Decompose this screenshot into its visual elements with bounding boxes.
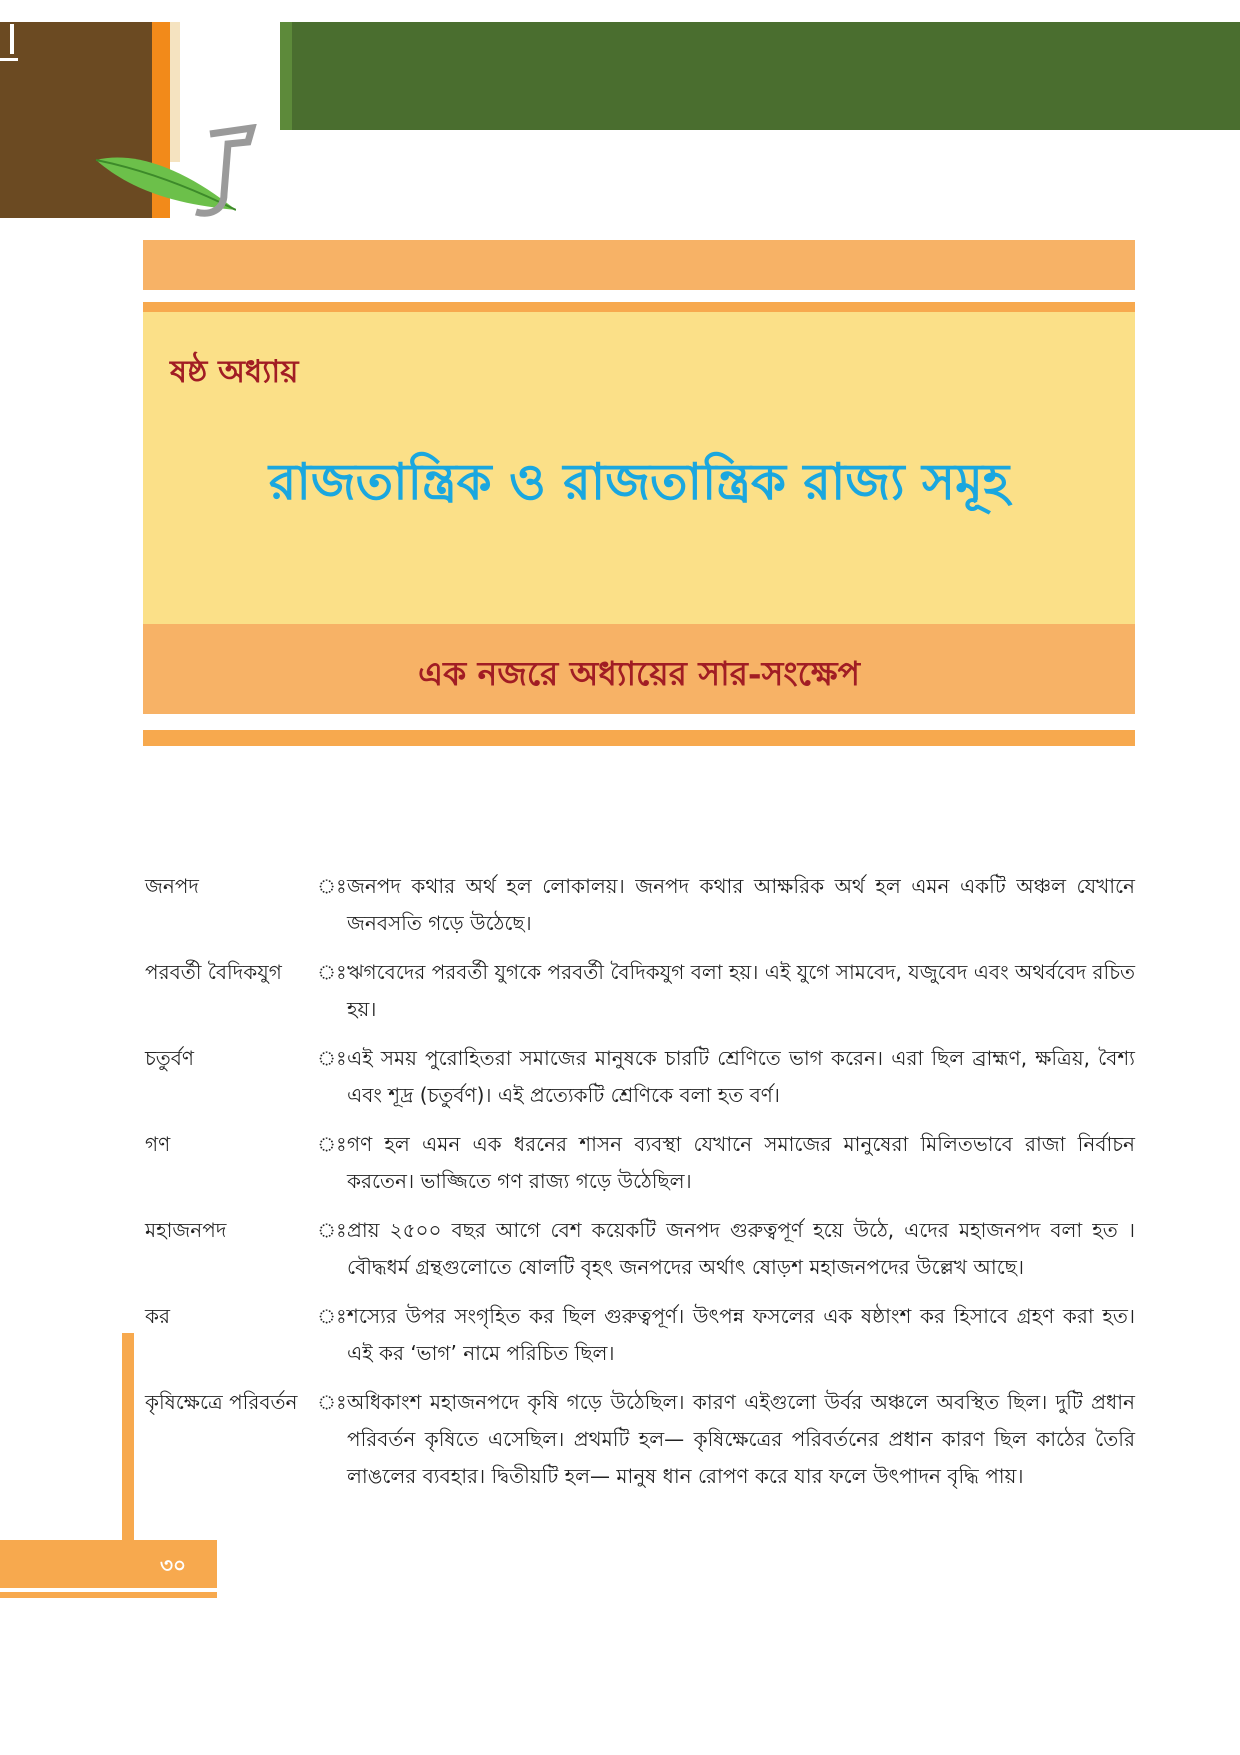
glyph-ornament-icon xyxy=(190,124,260,224)
glossary-term: পরবর্তী বৈদিকযুগ xyxy=(145,960,282,984)
glossary-entry xyxy=(145,868,1135,942)
glossary-term: কর xyxy=(145,1304,170,1328)
glossary-definition: জনপদ কথার অর্থ হল লোকালয়। জনপদ কথার আক্ষরিক অর্থ হল এমন একটি অঞ্চল যেখানে জনবসতি গড়ে উঠেছে। xyxy=(347,874,1135,935)
footer-side-bar xyxy=(122,1333,134,1545)
glossary-entry xyxy=(145,1384,1135,1495)
header-green-edge xyxy=(280,22,292,130)
glossary-colon: ঃ xyxy=(317,1046,347,1070)
glossary-colon: ঃ xyxy=(317,1132,347,1156)
banner-top-bar xyxy=(143,240,1135,290)
glossary-list xyxy=(145,868,1135,1507)
corner-white-tick xyxy=(0,58,18,61)
glossary-term: মহাজনপদ xyxy=(145,1218,227,1242)
glossary-entry xyxy=(145,1126,1135,1200)
glossary-colon: ঃ xyxy=(317,874,347,898)
glossary-colon: ঃ xyxy=(317,1218,347,1242)
page-number: ৩০ xyxy=(160,1553,187,1577)
banner-bottom-rule xyxy=(143,730,1135,746)
summary-heading: এক নজরে অধ্যায়ের সার-সংক্ষেপ xyxy=(418,654,860,693)
glossary-definition: অধিকাংশ মহাজনপদে কৃষি গড়ে উঠেছিল। কারণ এইগুলো উর্বর অঞ্চলে অবস্থিত ছিল। দুটি প্রধান পরিবর্তন কৃষিতে এসেছিল। প্রথমটি হল— কৃষিক্ষেত্রের পরিবর্তনের প্রধান কারণ ছিল কাঠের তৈরি লাঙলের ব্যবহার। দ্বিতীয়টি হল— মানুষ ধান রোপণ করে যার ফলে উৎপাদন বৃদ্ধি পায়। xyxy=(347,1390,1135,1488)
chapter-title: রাজতান্ত্রিক ও রাজতান্ত্রিক রাজ্য সমূহ xyxy=(268,453,1010,511)
chapter-label: ষষ্ঠ অধ্যায় xyxy=(170,354,299,390)
glossary-entry xyxy=(145,1212,1135,1286)
glossary-entry xyxy=(145,954,1135,1028)
glossary-definition: প্রায় ২৫০০ বছর আগে বেশ কয়েকটি জনপদ গুরুত্বপূর্ণ হয়ে উঠে, এদের মহাজনপদ বলা হত । বৌদ্ধধর্ম গ্রন্থগুলোতে ষোলটি বৃহৎ জনপদের অর্থাৎ ষোড়শ মহাজনপদের উল্লেখ আছে। xyxy=(347,1218,1135,1279)
glossary-term: চতুর্বণ xyxy=(145,1046,195,1070)
glossary-definition: ঋগবেদের পরবর্তী যুগকে পরবর্তী বৈদিকযুগ বলা হয়। এই যুগে সামবেদ, যজুবেদ এবং অথর্ববেদ রচিত হয়। xyxy=(347,960,1135,1021)
glossary-entry xyxy=(145,1040,1135,1114)
banner-top-rule xyxy=(143,302,1135,312)
glossary-term: গণ xyxy=(145,1132,171,1156)
glossary-term: কৃষিক্ষেত্রে পরিবর্তন xyxy=(145,1390,298,1414)
page-number-underline xyxy=(0,1592,217,1598)
glossary-definition: গণ হল এমন এক ধরনের শাসন ব্যবস্থা যেখানে সমাজের মানুষেরা মিলিতভাবে রাজা নির্বাচন করতেন। ভাজ্জিতে গণ রাজ্য গড়ে উঠেছিল। xyxy=(347,1132,1135,1193)
glossary-term: জনপদ xyxy=(145,874,199,898)
corner-white-line xyxy=(10,24,14,54)
glossary-colon: ঃ xyxy=(317,960,347,984)
glossary-entry xyxy=(145,1298,1135,1372)
glossary-colon: ঃ xyxy=(317,1390,347,1414)
glossary-definition: এই সময় পুরোহিতরা সমাজের মানুষকে চারটি শ্রেণিতে ভাগ করেন। এরা ছিল ব্রাহ্মণ, ক্ষত্রিয়, বৈশ্য এবং শূদ্র (চতুর্বণ)। এই প্রত্যেকটি শ্রেণিকে বলা হত বর্ণ। xyxy=(347,1046,1135,1107)
corner-cream-stripe xyxy=(170,22,180,162)
glossary-definition: শস্যের উপর সংগৃহিত কর ছিল গুরুত্বপূর্ণ। উৎপন্ন ফসলের এক ষষ্ঠাংশ কর হিসাবে গ্রহণ করা হত। এই কর ‘ভাগ’ নামে পরিচিত ছিল। xyxy=(347,1304,1135,1365)
header-green-band xyxy=(280,22,1240,130)
glossary-colon: ঃ xyxy=(317,1304,347,1328)
